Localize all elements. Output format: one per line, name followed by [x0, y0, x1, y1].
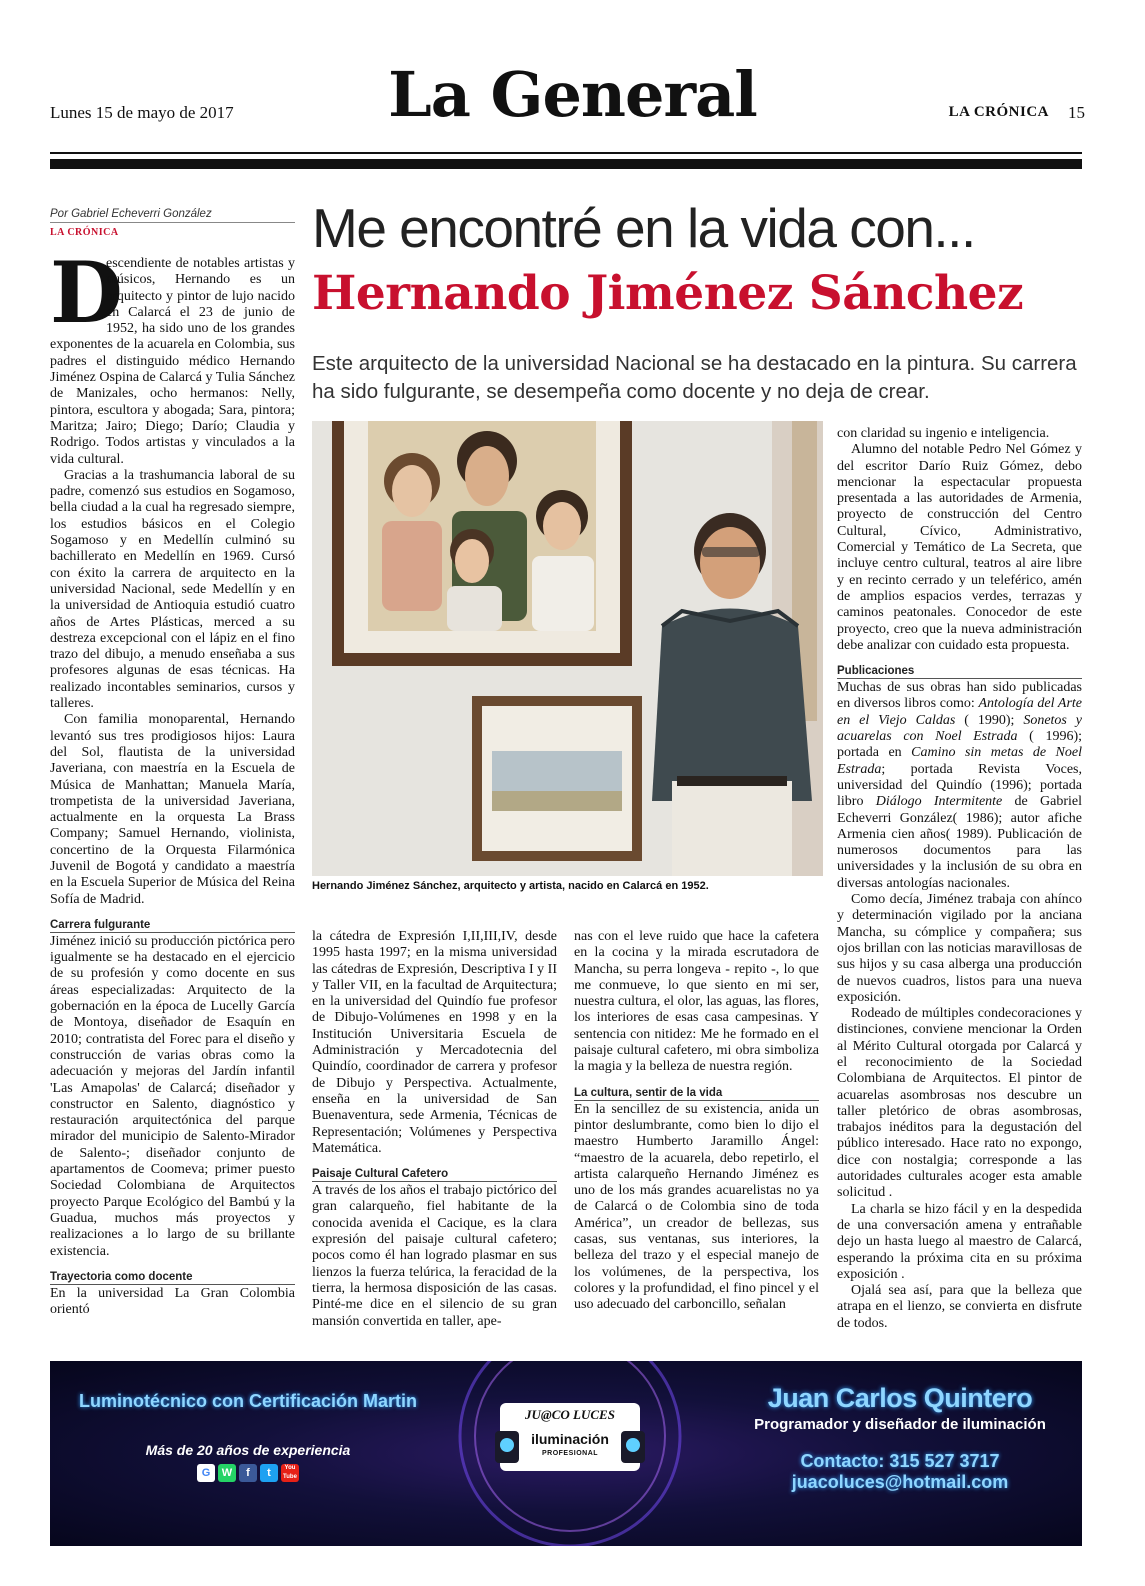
text-run: Muchas de sus obras han sido publicadas en diversos libros como:	[837, 680, 1082, 712]
newspaper-name: LA CRÓNICA	[948, 104, 1049, 120]
book-title: Diálogo Intermitente	[875, 794, 1003, 810]
paragraph: escendiente de notables artistas y músicos, Hernando es un arquitecto y pintor de lujo nacido en Calarcá el 23 de junio de 1952, ha sido uno de los grandes exponentes de la acuarela en Colombia, sus padres el distinguido médico Hernando Jiménez Ospina de Calarcá y Tulia Sánchez de Manizales, ocho hermanos: Nelly, pintora, escultora y abogada; Sara, pintora; Maritza; Jairo; Diego; Darío; Claudia y Rodrigo. Todos artistas y vinculados a la vida cultural.	[50, 256, 295, 467]
book-title: Sonetos y acuarelas con Noel Estrada	[837, 712, 1083, 745]
text-run: ; portada Revista Voces, universidad del Quindío (1996); portada libro	[837, 761, 1082, 810]
paragraph: Como decía, Jiménez trabaja con ahínco y determinación vigilado por la anciana Mancha, su cómplice y compañera; sus ojos brillan con las noticias maravillosas de sus hijos y su casa alberga una producción de nuevos cuadros, listos para una nueva exposición.	[837, 892, 1082, 1005]
ad-logo-bottom: PROFESIONAL	[541, 1450, 599, 1457]
paragraph: En la sencillez de su existencia, anida un pintor deslumbrante, como bien lo dijo el maestro Humberto Jaramillo Ángel: “maestro de la acuarela, debo repetirlo, el artista calarqueño Hernando Jiménez es uno de los más grandes acuarelistas no ya de Calarcá o de Colombia sino de toda América”, un creador de bellezas, sus casas, sus ventanas, sus interiores, la belleza del trazo y el especial manejo de los volúmenes, de la perspectiva, los colores y la profundidad, el fino pincel y el uso adecuado del carboncillo, señalan	[574, 1101, 819, 1313]
ad-contact: Contacto: 315 527 3717	[800, 1451, 1000, 1471]
article-column-4	[837, 426, 1082, 1332]
text-run: ( 1990);	[955, 712, 1024, 728]
byline-paper: LA CRÓNICA	[50, 227, 119, 238]
paragraph: Gracias a la trashumancia laboral de su padre, comenzó sus estudios en Sogamoso, bella ciudad a la cual ha regresado siempre, los estudios básicos en el Colegio Sogamoso y en Medellín culminó su bachillerato en Medellín en 1969. Cursó con éxito la carrera de arquitecto en la universidad Nacional, sede Medellín y en la universidad de Antioquia estudió cuatro años de Artes Plásticas, merced a su destreza excepcional con el lápiz en el fino trazo del dibujo, a menudo enseñaba a sus profesores algunas de esas técnicas. Ha realizado incontables seminarios, cursos y talleres.	[50, 467, 295, 712]
whatsapp-icon: W	[218, 1464, 236, 1482]
subheading: La cultura, sentir de la vida	[574, 1086, 819, 1101]
paragraph: nas con el leve ruido que hace la cafetera en la cocina y la mirada escrutadora de Mancha, su perra longeva - repito -, lo que me conmueve, lo que siento en mi ser, nuestra cultura, el olor, las aguas, las flores, los interiores de esas casa campesinas. Y sentencia con nitidez: Me he formado en el paisaje cultural cafetero, mi obra simboliza la magia y la belleza de nuestra región.	[574, 929, 819, 1075]
advertisement-banner	[50, 1361, 1082, 1546]
byline-author: Por Gabriel Echeverri González	[50, 208, 295, 223]
headline: Me encontré en la vida con...	[312, 197, 975, 259]
ad-name: Juan Carlos Quintero	[767, 1383, 1033, 1413]
subheading: Carrera fulgurante	[50, 918, 295, 933]
subheading: Trayectoria como docente	[50, 1270, 295, 1285]
paragraph: Rodeado de múltiples condecoraciones y distinciones, conviene mencionar la Orden al Mérito Cultural otorgada por Calarcá y el reconocimiento de la Sociedad Colombiana de Arquitectos. El pintor de acuarelas asombrosas nos descubre un taller pletórico de obras asombrosas, trabajos inéditos para la degustación del público interesado. Hace rato no expongo, dice con nostalgia; corresponde a las autoridades culturales acoger esta amable solicitud .	[837, 1006, 1082, 1201]
article-photo	[312, 421, 823, 876]
facebook-icon: f	[239, 1464, 257, 1482]
article-column-3	[574, 929, 819, 1314]
paragraph: A través de los años el trabajo pictórico del gran calarqueño, fiel habitante de la conocida avenida el Cacique, es la clara expresión del paisaje cultural cafetero; pocos como él han logrado plasmar en sus lienzos la fuerza telúrica, la feracidad de la tierra, la hermosa disposición de las casas. Pinté-me dice en el silencio de su gran mansión convertida en taller, ape-	[312, 1183, 557, 1329]
google-icon: G	[197, 1464, 215, 1482]
paragraph: con claridad su ingenio e inteligencia.	[837, 426, 1050, 441]
ad-tagline: Luminotécnico con Certificación Martin	[78, 1391, 418, 1411]
ad-logo-brand: JU@CO LUCES	[525, 1407, 615, 1422]
ad-left-block	[68, 1391, 428, 1482]
masthead-rule-thin	[50, 152, 1082, 154]
ad-right-block	[730, 1383, 1070, 1493]
photo-illustration	[312, 421, 823, 876]
issue-date: Lunes 15 de mayo de 2017	[50, 103, 234, 122]
drop-cap: D	[50, 243, 123, 342]
subheading: Publicaciones	[837, 664, 1082, 679]
book-title: Antología del Arte en el Viejo Caldas	[837, 696, 1082, 728]
ad-logo	[440, 1361, 700, 1546]
ad-role: Programador y diseñador de iluminación	[754, 1416, 1046, 1433]
paragraph: Con familia monoparental, Hernando levantó sus tres prodigiosos hijos: Laura del Sol, flautista de la universidad Javeriana, con maestría en la Escuela de Música de Manhattan; Manuela María, trompetista de la universidad Javeriana, actualmente en la orquesta La Brass Company; Samuel Hernando, violinista, concertino de la Orquesta Filarmónica Juvenil de Bogotá y candidato a maestría en la Escuela Superior de Música del Reina Sofía de Madrid.	[50, 712, 295, 907]
paragraph: Alumno del notable Pedro Nel Gómez y del escritor Darío Ruiz Gómez, debo mencionar la espectacular propuesta presentada a las autoridades de Armenia, proyecto de construcción del Centro Cultural, Cívico, Administrativo, Comercial y Temático de La Secreta, que incluye centro cultural, teatros al aire libre y en recinto cerrado y un teleférico, amén de amplios espacios verdes, terrazas y caminos peatonales. Conocedor de este proyecto, creo que la nueva administración debe analizar con cuidado esta propuesta.	[837, 442, 1082, 653]
paragraph: La charla se hizo fácil y en la despedida de una conversación amena y entrañable dejo un hasta luego al maestro de Calarcá, esperando la próxima cita en su próxima exposición .	[837, 1201, 1082, 1282]
page-number: 15	[1068, 103, 1085, 122]
paragraph	[837, 680, 1082, 892]
ad-logo-mid: iluminación	[531, 1431, 609, 1447]
photo-caption: Hernando Jiménez Sánchez, arquitecto y artista, nacido en Calarcá en 1952.	[312, 880, 709, 892]
article-column-2	[312, 929, 557, 1330]
paragraph: En la universidad La Gran Colombia orientó	[50, 1285, 295, 1318]
deck: Este arquitecto de la universidad Nacional se ha destacado en la pintura. Su carrera ha sido fulgurante, se desempeña como docente y no deja de crear.	[312, 352, 1077, 403]
headline-name: Hernando Jiménez Sánchez	[312, 266, 1024, 321]
paragraph: Ojalá sea así, para que la belleza que atrapa en el lienzo, se convierta en disfrute de todos.	[837, 1283, 1082, 1331]
paragraph: la cátedra de Expresión I,II,III,IV, desde 1995 hasta 1997; en la misma universidad las cátedras de Expresión, Descriptiva I y II y Taller VII, en la facultad de Arquitectura; en la universidad del Quindío fue profesor de Dibujo-Volúmenes en 1998 y en la Institución Universitaria Escuela de Administración y Mercadotecnia del Quindío, coordinador de carrera y profesor de Dibujo y Perspectiva. Actualmente, enseña en la universidad de San Buenaventura, sede Armenia, Técnicas de Representación; Volúmenes y Perspectiva Matemática.	[312, 929, 557, 1156]
text-run: ( 1996); portada en	[837, 729, 1082, 761]
paragraph: Jiménez inició su producción pictórica pero igualmente se ha destacado en el ejercicio de su profesión y como docente en sus áreas especializadas: Arquitecto de la gobernación en la época de Lucelly García de Montoya, diseñador de Esaquín en 2010; contratista del Forec para el diseño y construcción de varias obras como la adecuación y mejoras del Jardín infantil 'Las Amapolas' de Calarcá; diseñador y constructor en Salento, diagnóstico y restauración arquitectónica del parque mirador del municipio de Salento-Mirador de Salento-; diseñador conjunto de apartamentos de Coomeva; primer puesto Sociedad Colombiana de Arquitectos proyecto Parque Ecológico del Bambú y la Guadua, muchos más proyectos y realizaciones a lo largo de su brillante existencia.	[50, 933, 295, 1259]
subheading: Paisaje Cultural Cafetero	[312, 1167, 557, 1182]
masthead-rule-thick	[50, 159, 1082, 169]
ad-experience: Más de 20 años de experiencia	[145, 1442, 351, 1458]
masthead	[0, 0, 1145, 175]
section-title: La General	[388, 58, 757, 131]
ad-email: juacoluces@hotmail.com	[791, 1472, 1009, 1492]
article-column-1	[50, 243, 295, 1318]
social-icons	[68, 1464, 428, 1482]
twitter-icon: t	[260, 1464, 278, 1482]
book-title: Camino sin metas de Noel Estrada	[837, 745, 1082, 777]
youtube-icon: You Tube	[281, 1464, 299, 1482]
text-run: de Gabriel Echeverri González( 1986); autor afiche Armenia cien años( 1989). Publicación de numerosos documentos para las universidades y la inclusión de su obra en diversas antologías nacionales.	[837, 794, 1082, 891]
